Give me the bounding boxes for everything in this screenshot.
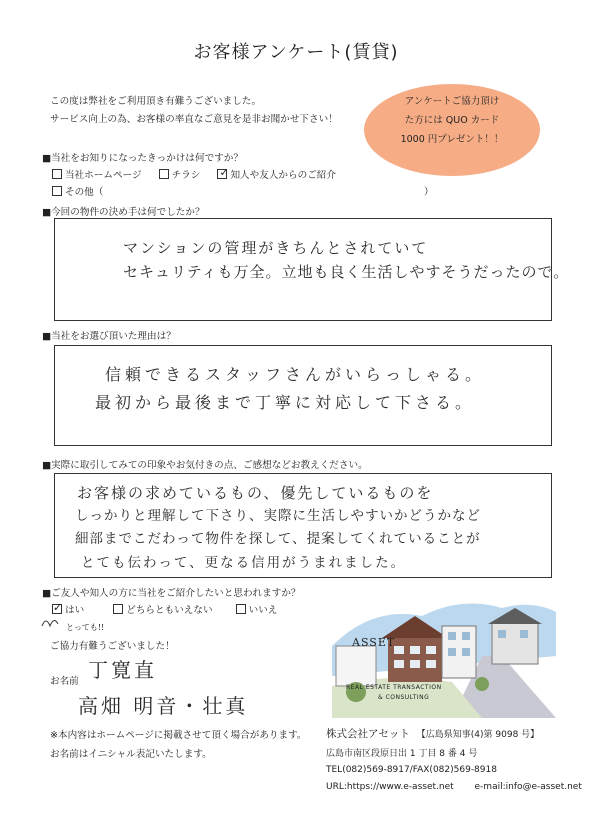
question-5: ■ご友人や知人の方に当社をご紹介したいと思われますか？ [42,588,301,599]
building-illustration [332,586,556,718]
question-2: ■今回の物件の決め手は何でしたか？ [42,207,205,218]
note-line: お名前はイニシャル表記いたします。 [50,749,212,760]
q5-option[interactable]: いいえ [236,605,278,616]
q5-options [52,602,291,616]
company-license: 【広島県知事(4)第 9098 号】 [416,730,540,740]
company-email[interactable]: e-mail:info@e-asset.net [474,781,582,792]
page-title: お客様アンケート(賃貸) [193,42,399,63]
name-line-1: 丁寛直 [88,658,157,682]
answer-box-3[interactable] [54,345,552,446]
q1-option-checked[interactable]: ✓ 知人や友人からのご紹介 [219,166,336,181]
intro-line: サービス向上の為、お客様の率直なご意見を是非お聞かせ下さい！ [50,114,338,125]
company-name: 株式会社アセット [326,728,410,740]
answer-line: 最初から最後まで丁寧に対応して下さる。 [95,393,476,412]
note-line: ※本内容はホームページに掲載させて頂く場合があります。 [50,730,307,741]
question-4: ■実際に取引してみての印象やお気付きの点、ご感想などお教えください。 [42,460,368,471]
answer-line: 細部までこだわって物件を探して、提案してくれていることが [75,531,481,547]
name-label: お名前 [50,676,79,687]
question-3: ■当社をお選び頂いた理由は？ [42,331,176,342]
question-1: ■当社をお知りになったきっかけは何ですか？ [42,153,243,164]
checkbox[interactable] [52,186,62,196]
logo-brand: ASSET [352,636,396,649]
q5-option[interactable]: どちらともいえない [113,605,212,616]
intro-line: この度は弊社をご利用頂き有難うございました。 [50,96,262,107]
q1-other[interactable]: その他（ [52,184,103,198]
checkbox[interactable] [159,169,169,179]
checkbox[interactable] [52,169,62,179]
notes [50,728,307,762]
company-phone: TEL(082)569-8917/FAX(082)569-8918 [326,765,497,775]
company-address: 広島市南区段原日出 1 丁目 8 番 4 号 [326,748,478,759]
logo-tagline: REAL ESTATE TRANSACTION [346,684,442,691]
answer-line: とても伝わって、更なる信用がうまれました。 [81,555,407,571]
company-url[interactable]: URL:https://www.e-asset.net [326,781,454,792]
answer-box-2[interactable] [54,218,570,321]
q1-option[interactable]: 当社ホームページ [52,170,142,181]
q1-other-close: ） [424,187,434,198]
answer-line: しっかりと理解して下さり、実際に生活しやすいかどうかなど [75,508,481,524]
checkbox-checked[interactable]: ✓ [219,166,229,179]
promo-line: アンケートご協力頂け [404,96,500,107]
checkbox[interactable] [236,604,246,614]
answer-line: セキュリティも万全。立地も良く生活しやすそうだったので。 [123,263,570,281]
answer-box-4[interactable] [54,473,552,578]
q1-option[interactable]: チラシ [159,170,201,181]
intro-text [50,94,370,127]
handwritten-note: とっても!! [66,623,105,632]
checkbox[interactable] [113,604,123,614]
logo-tagline: & CONSULTING [378,694,430,701]
answer-line: マンションの管理がきちんとされていて [123,239,429,257]
name-line-2: 高畑 明音・壮真 [78,694,249,718]
promo-badge [364,84,540,176]
company-info [326,726,582,795]
promo-line: 1000 円プレゼント！！ [400,134,504,145]
checkbox-checked[interactable]: ✓ [53,601,63,614]
q1-options [52,167,350,181]
q5-option-checked[interactable]: ✓ はい [53,601,85,616]
answer-line: お客様の求めているもの、優先しているものを [77,484,434,502]
answer-line: 信頼できるスタッフさんがいらっしゃる。 [105,365,486,384]
thanks-text: ご協力有難うございました！ [50,641,175,652]
promo-line: た方には QUO カード [404,115,500,126]
